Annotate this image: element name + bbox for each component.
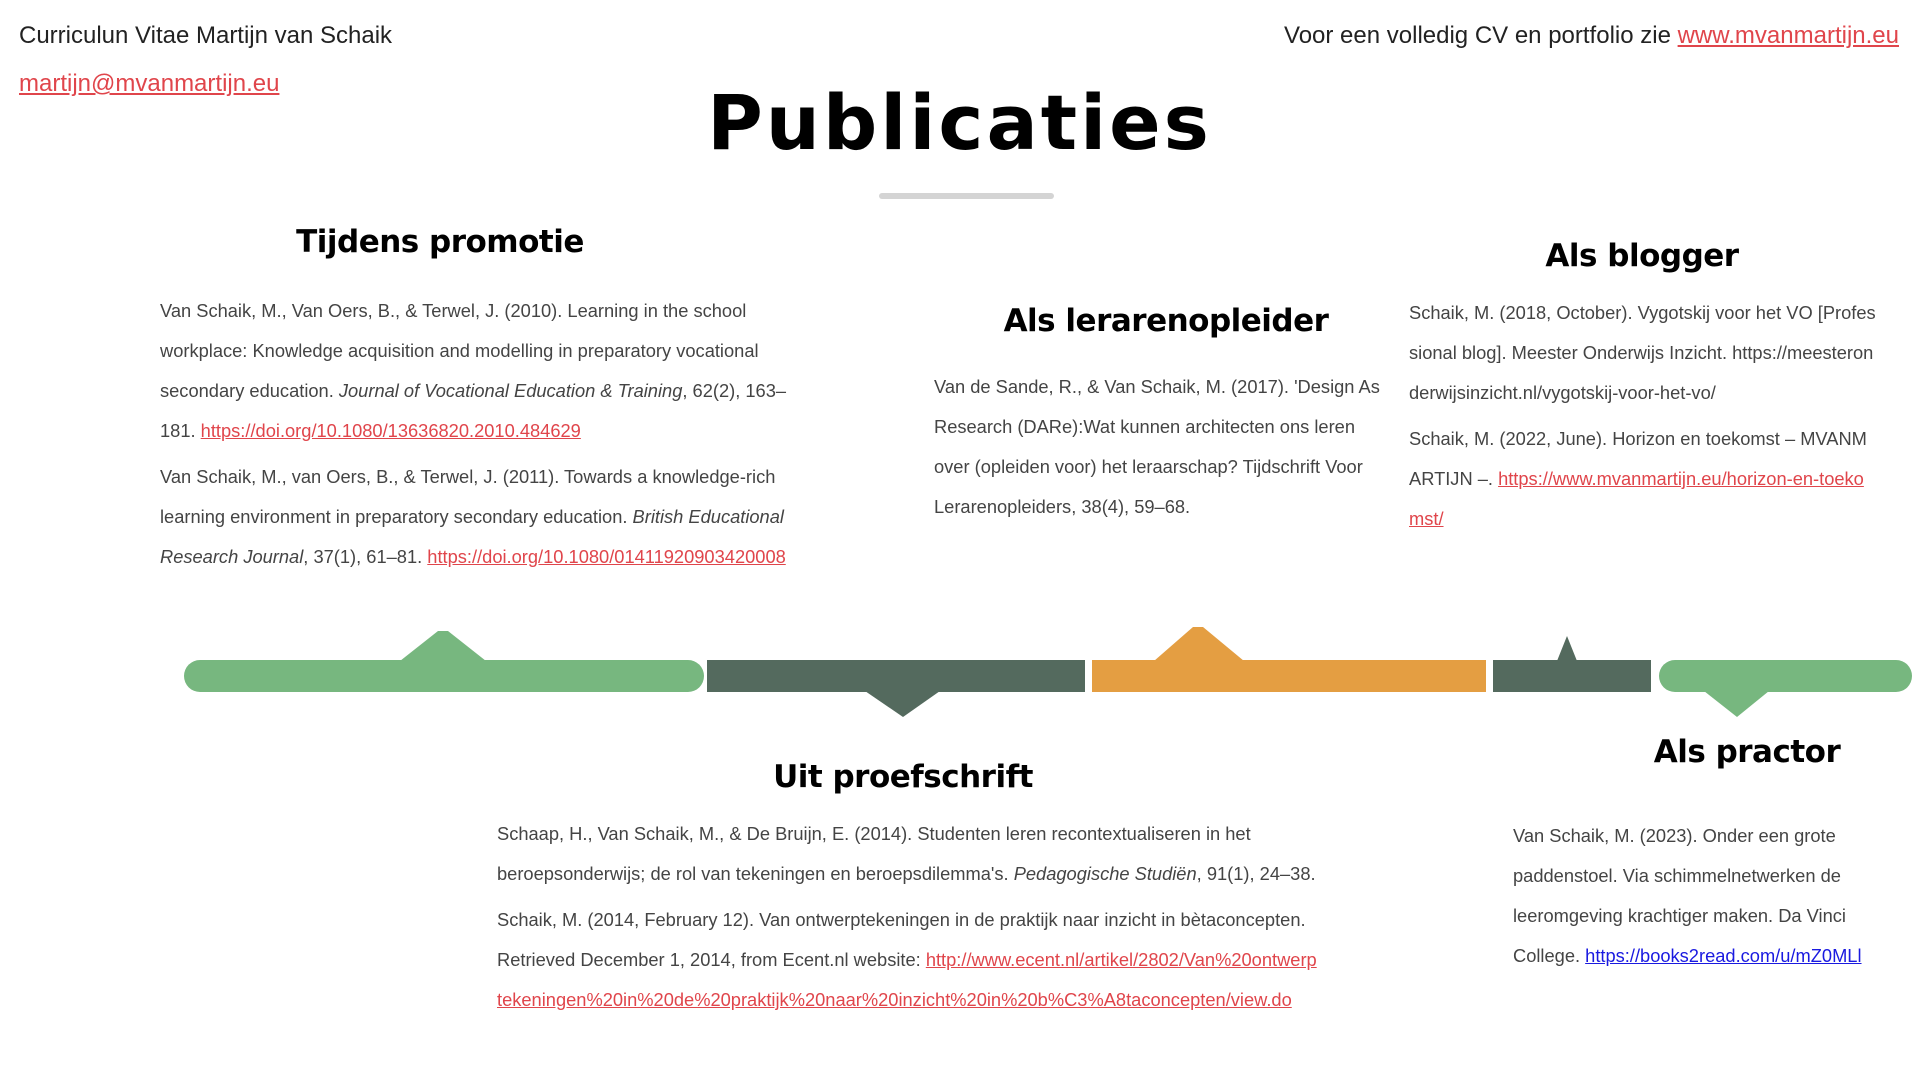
email-link[interactable]: martijn@mvanmartijn.eu bbox=[19, 70, 280, 97]
promotie-ref-1: Van Schaik, M., Van Oers, B., & Terwel, J. (2010). Learning in the school workplace: Knowledge acquisition and modelling in preparatory vocational secondary education. Journal of Vocational Education & Training, 62(2), 163–181. https://doi.org/10.1080/13636820.2010.484629 bbox=[160, 300, 787, 441]
timeline-segment-blogger bbox=[1493, 636, 1651, 692]
proefschrift-ref-2: Schaik, M. (2014, February 12). Van ontwerptekeningen in de praktijk naar inzicht in bètaconcepten. Retrieved December 1, 2014, from Ecent.nl website: http://www.ecent.nl/artikel/2802/Van%20ontwerptekeningen%20in%20de%20praktijk%20naar%20inzicht%20in%20b%C3%A8taconcepten/view.do bbox=[497, 909, 1317, 1010]
doi-link-2011[interactable]: https://doi.org/10.1080/01411920903420008 bbox=[427, 546, 786, 567]
practor-ref-1: Van Schaik, M. (2023). Onder een grote paddenstoel. Via schimmelnetwerken de leeromgeving krachtiger maken. Da Vinci College. https://books2read.com/u/mZ0MLl bbox=[1513, 825, 1862, 966]
timeline-segment-proefschrift bbox=[707, 660, 1085, 717]
page-title: Publicaties bbox=[707, 78, 1212, 167]
promotie-ref-2: Van Schaik, M., van Oers, B., & Terwel, J. (2011). Towards a knowledge-rich learning environment in preparatory secondary education. British Educational Research Journal, 37(1), 61–81. https://doi.org/10.1080/01411920903420008 bbox=[160, 466, 786, 567]
heading-tijdens-promotie: Tijdens promotie bbox=[296, 224, 584, 260]
opleider-ref-1: Van de Sande, R., & Van Schaik, M. (2017). 'Design As Research (DARe):Wat kunnen architecten ons leren over (opleiden voor) het leraarschap? Tijdschrift Voor Lerarenopleiders, 38(4), 59–68. bbox=[934, 376, 1380, 517]
timeline-segment-practor bbox=[1659, 660, 1912, 717]
timeline-segment-opleider bbox=[1092, 627, 1486, 692]
blogger-ref-1: Schaik, M. (2018, October). Vygotskij voor het VO [Professional blog]. Meester Onderwijs Inzicht. https://meesteronderwijsinzicht.nl/vygotskij-voor-het-vo/ bbox=[1409, 302, 1876, 403]
proefschrift-references bbox=[497, 814, 1317, 1026]
heading-als-blogger: Als blogger bbox=[1545, 238, 1739, 274]
blogger-references bbox=[1409, 293, 1879, 545]
doi-link-2010[interactable]: https://doi.org/10.1080/13636820.2010.484629 bbox=[200, 420, 581, 441]
practor-references bbox=[1513, 816, 1913, 982]
cv-header-title: Curriculun Vitae Martijn van Schaik bbox=[19, 22, 393, 49]
portfolio-note-text: Voor een volledig CV en portfolio zie bbox=[1284, 22, 1678, 49]
promotie-references bbox=[160, 291, 800, 583]
opleider-references bbox=[934, 367, 1382, 533]
heading-uit-proefschrift: Uit proefschrift bbox=[773, 759, 1033, 795]
blogger-ref-2: Schaik, M. (2022, June). Horizon en toekomst – MVANMARTIJN –. https://www.mvanmartijn.eu/horizon-en-toekomst/ bbox=[1409, 428, 1867, 529]
horizon-link[interactable]: https://www.mvanmartijn.eu/horizon-en-toekomst/ bbox=[1409, 468, 1864, 529]
books2read-link[interactable]: https://books2read.com/u/mZ0MLl bbox=[1585, 945, 1862, 966]
ecent-link[interactable]: http://www.ecent.nl/artikel/2802/Van%20ontwerptekeningen%20in%20de%20praktijk%20naar%20inzicht%20in%20b%C3%A8taconcepten/view.do bbox=[497, 949, 1317, 1010]
heading-als-practor: Als practor bbox=[1653, 734, 1841, 770]
heading-als-lerarenopleider: Als lerarenopleider bbox=[1003, 303, 1329, 339]
proefschrift-ref-1: Schaap, H., Van Schaik, M., & De Bruijn, E. (2014). Studenten leren recontextualiseren in het beroepsonderwijs; de rol van tekeningen en beroepsdilemma's. Pedagogische Studiën, 91(1), 24–38. bbox=[497, 823, 1316, 884]
portfolio-link[interactable]: www.mvanmartijn.eu bbox=[1677, 22, 1899, 49]
timeline-segment-promotie bbox=[184, 631, 704, 692]
